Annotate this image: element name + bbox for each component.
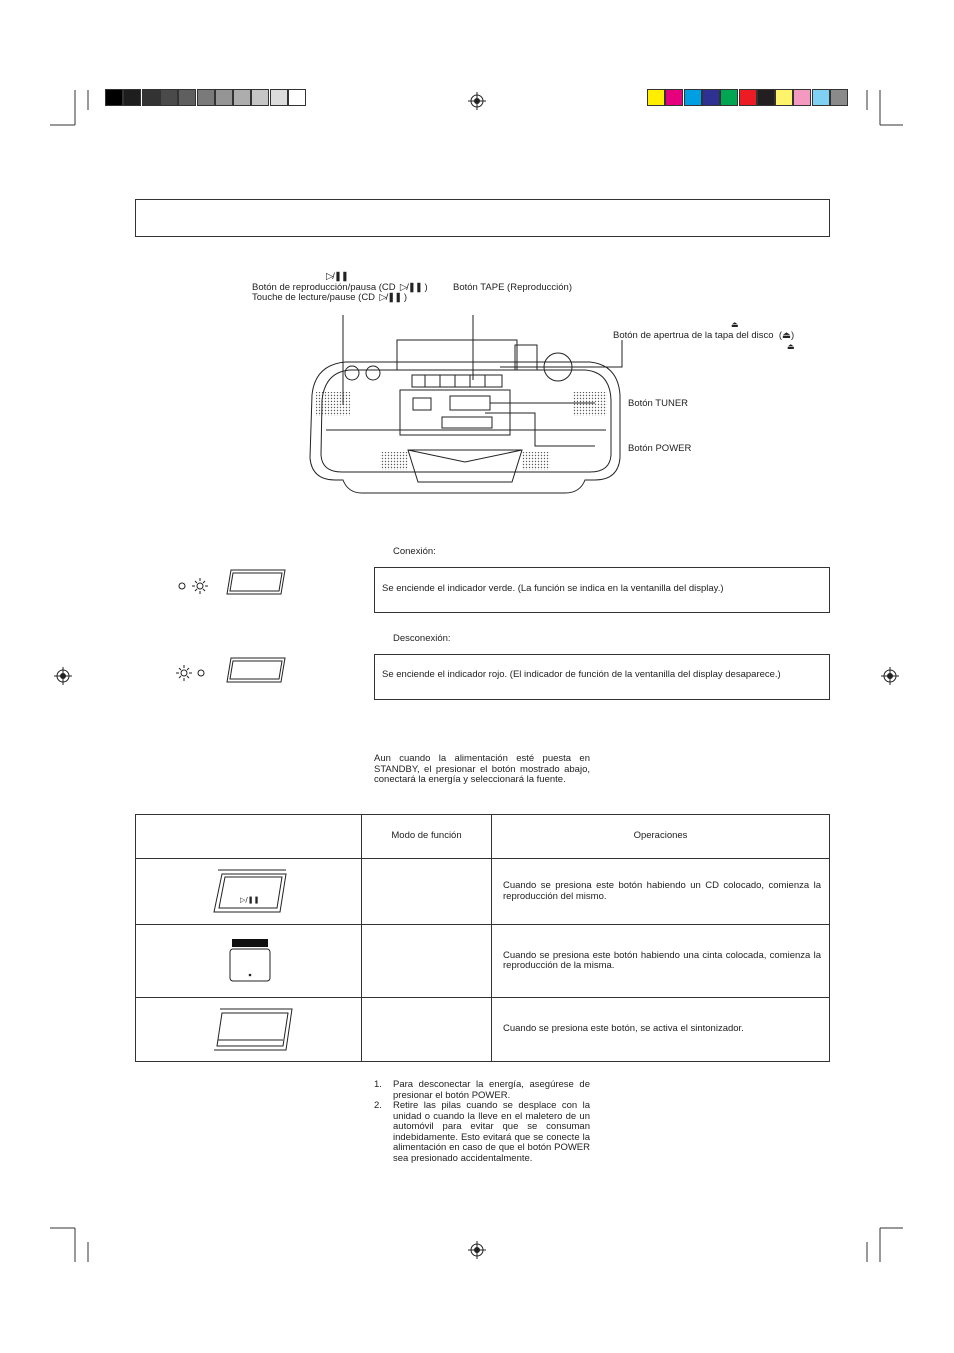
cd-play-button-icon <box>212 868 288 916</box>
power-button-label: Botón POWER <box>628 443 692 454</box>
color-swatch <box>665 89 683 106</box>
color-swatch <box>702 89 720 106</box>
list-item <box>374 1080 590 1101</box>
color-swatch <box>215 89 233 106</box>
tuner-button-icon <box>212 1006 294 1054</box>
power-off-label: Desconexión: <box>393 633 451 644</box>
header-mode: Modo de función <box>362 815 492 859</box>
color-swatch <box>812 89 830 106</box>
section-header-box <box>135 199 830 237</box>
tape-mode-cell <box>362 925 492 998</box>
registration-mark-right <box>881 667 899 685</box>
header-empty-cell <box>136 815 362 859</box>
standby-paragraph: Aun cuando la alimentación esté puesta en STANDBY, el presionar el botón mostrado abajo, conectará la energía y seleccionará la fuente. <box>374 753 590 785</box>
tape-play-button-icon <box>227 937 273 985</box>
color-swatch <box>270 89 288 106</box>
play-pause-icon-above: ▷/❚❚ <box>326 271 348 282</box>
tuner-mode-cell <box>362 998 492 1062</box>
cd-play-pause-label-fr <box>252 292 407 303</box>
color-swatch <box>775 89 793 106</box>
color-swatch <box>793 89 811 106</box>
color-swatch <box>123 89 141 106</box>
notes-list <box>374 1080 590 1164</box>
play-pause-icon: ▷/❚❚ <box>377 292 402 303</box>
list-item <box>374 1101 590 1164</box>
note-number: 2. <box>374 1100 382 1111</box>
operations-table <box>135 814 830 1062</box>
color-swatch <box>142 89 160 106</box>
power-button-icon <box>225 568 287 596</box>
tuner-button-cell <box>136 998 362 1062</box>
cd-operation-text: Cuando se presiona este botón habiendo un CD colocado, comienza la reproducción del mismo. <box>492 859 830 925</box>
cd-label-paren: ) <box>424 282 428 293</box>
boombox-illustration <box>300 310 630 500</box>
indicator-red-icon <box>173 663 213 683</box>
power-on-text: Se enciende el indicador verde. (La función se indica en la ventanilla del display.) <box>382 583 724 594</box>
note-text: Retire las pilas cuando se desplace con la unidad o cuando la lleve en el maletero de un automóvil para evitar que se consuman indebidamente. Esto evitará que se conecte la alimentación en caso de que el botón POWER sea presionado accidentalmente. <box>393 1100 590 1164</box>
power-button-icon <box>225 656 287 684</box>
color-swatch <box>160 89 178 106</box>
color-swatch <box>720 89 738 106</box>
color-swatch <box>233 89 251 106</box>
registration-mark-left <box>54 667 72 685</box>
table-row <box>136 998 830 1062</box>
header-operations: Operaciones <box>492 815 830 859</box>
color-swatch <box>757 89 775 106</box>
tape-button-cell <box>136 925 362 998</box>
color-swatch <box>178 89 196 106</box>
cd-label-text: Botón de reproducción/pausa (CD <box>252 282 396 293</box>
color-swatch <box>251 89 269 106</box>
eject-button-label <box>613 330 794 341</box>
note-text: Para desconectar la energía, asegúrese de presionar el botón POWER. <box>393 1079 590 1101</box>
registration-mark-bottom <box>468 1241 486 1259</box>
color-swatch <box>739 89 757 106</box>
tuner-button-label: Botón TUNER <box>628 398 689 409</box>
cd-label-fr-text: Touche de lecture/pause (CD <box>252 292 376 303</box>
tape-operation-text: Cuando se presiona este botón habiendo una cinta colocada, comienza la reproducción de la misma. <box>492 925 830 998</box>
play-pause-icon: ▷/❚❚ <box>398 282 422 293</box>
power-off-text: Se enciende el indicador rojo. (El indicador de función de la ventanilla del display desaparece.) <box>382 669 781 680</box>
color-swatch <box>684 89 702 106</box>
color-swatch <box>647 89 665 106</box>
tuner-operation-text: Cuando se presiona este botón, se activa el sintonizador. <box>492 998 830 1062</box>
eject-label-text: Botón de apertrua de la tapa del disco <box>613 330 774 341</box>
eject-icon-below: ⏏ <box>787 342 795 351</box>
color-swatch <box>288 89 306 106</box>
power-on-label: Conexión: <box>393 546 436 557</box>
note-number: 1. <box>374 1079 382 1090</box>
indicator-green-icon <box>175 576 215 596</box>
tape-button-label: Botón TAPE (Reproducción) <box>453 282 572 293</box>
table-row <box>136 859 830 925</box>
cd-mode-cell <box>362 859 492 925</box>
cd-button-cell <box>136 859 362 925</box>
cd-label-fr-paren: ) <box>403 292 408 303</box>
eject-icon: (⏏) <box>776 330 795 341</box>
color-swatch <box>105 89 123 106</box>
color-swatch <box>830 89 848 106</box>
color-swatch <box>197 89 215 106</box>
table-header-row <box>136 815 830 859</box>
registration-mark-top <box>468 92 486 110</box>
eject-icon-above: ⏏ <box>731 320 739 329</box>
table-row <box>136 925 830 998</box>
svg-text:▷/❚❚: ▷/❚❚ <box>240 895 260 904</box>
